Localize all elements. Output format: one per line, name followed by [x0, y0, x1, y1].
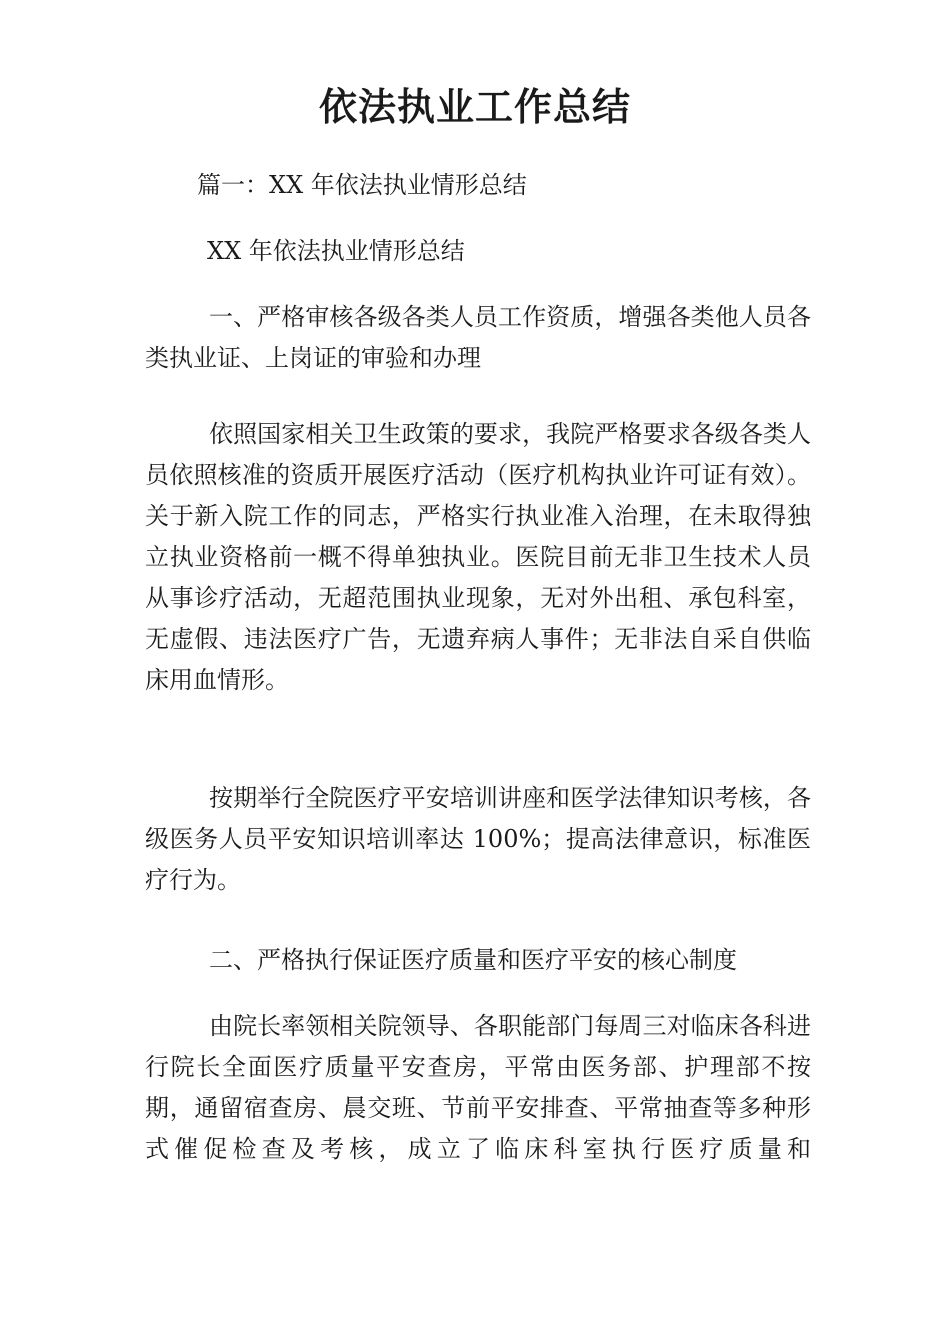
paragraph-inspection: 由院长率领相关院领导、各职能部门每周三对临床各科进行院长全面医疗质量平安查房，平常由医务部、护理部不按期，通留宿查房、晨交班、节前平安排查、平常抽查等多种形式催促检查及考核，成立了临床科室执行医疗质量和 — [145, 1012, 811, 1163]
section-heading-one: 一、严格审核各级各类人员工作资质，增强各类他人员各类执业证、上岗证的审验和办理 — [145, 303, 811, 372]
subtitle-article-one: 篇一：XX 年依法执业情形总结 — [197, 171, 527, 199]
paragraph-training: 按期举行全院医疗平安培训讲座和医学法律知识考核，各级医务人员平安知识培训率达 100%；提高法律意识，标准医疗行为。 — [145, 784, 811, 894]
paragraph-qualification: 依照国家相关卫生政策的要求，我院严格要求各级各类人员依照核准的资质开展医疗活动（医疗机构执业许可证有效）。关于新入院工作的同志，严格实行执业准入治理，在未取得独立执业资格前一概不得单独执业。医院目前无非卫生技术人员从事诊疗活动，无超范围执业现象，无对外出租、承包科室，无虚假、违法医疗广告，无遗弃病人事件；无非法自采自供临床用血情形。 — [145, 420, 811, 694]
section-heading-two: 二、严格执行保证医疗质量和医疗平安的核心制度 — [209, 946, 737, 974]
document-title: 依法执业工作总结 — [318, 84, 631, 129]
subtitle-summary: XX 年依法执业情形总结 — [207, 237, 465, 265]
